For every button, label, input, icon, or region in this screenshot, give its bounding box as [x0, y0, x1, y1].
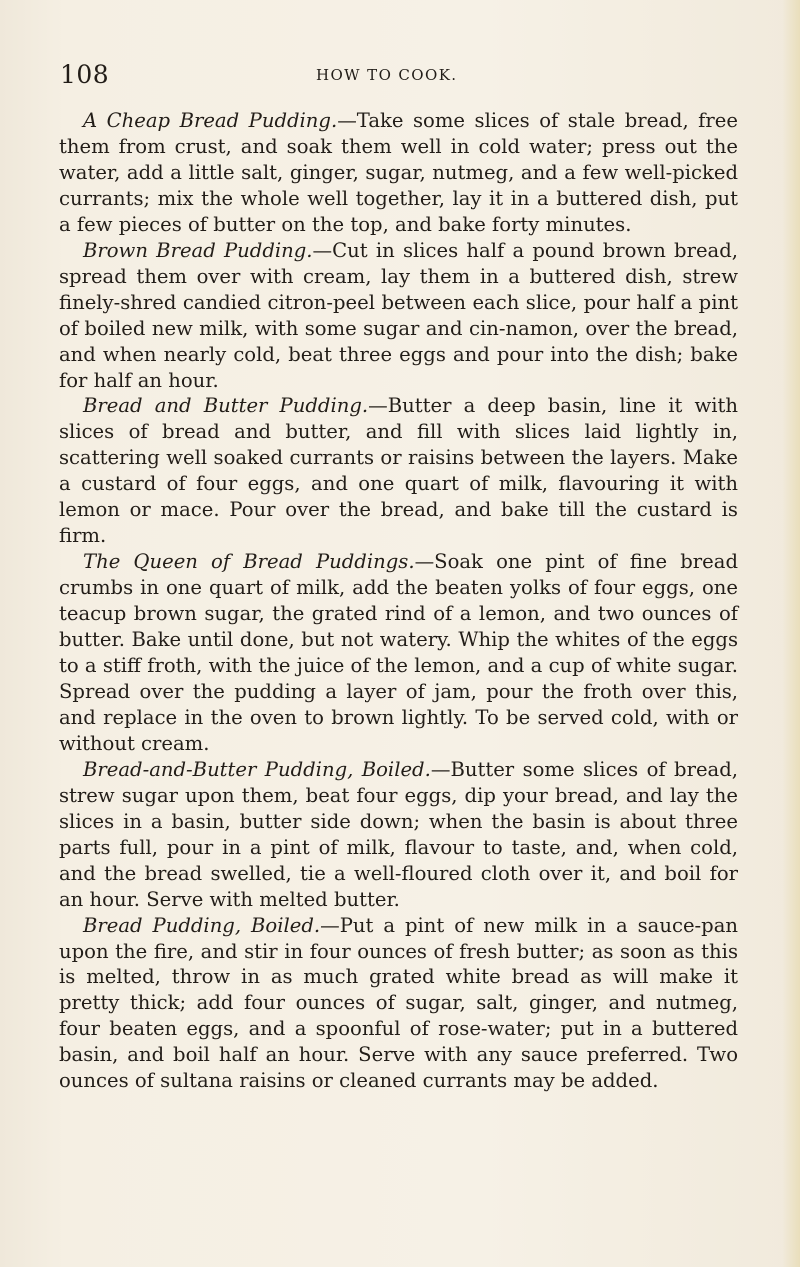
recipe-title: Bread-and-Butter Pudding, Boiled. [83, 757, 431, 781]
recipe-paragraph [59, 238, 738, 394]
recipe-title: Bread and Butter Pudding. [83, 394, 369, 418]
running-head: HOW TO COOK. [316, 66, 458, 84]
recipe-title: The Queen of Bread Puddings. [83, 550, 415, 574]
recipe-title: A Cheap Bread Pudding. [83, 109, 338, 132]
recipe-title: Bread Pudding, Boiled. [83, 913, 321, 937]
recipe-paragraph [59, 913, 738, 1095]
page-edge-shading [782, 0, 800, 1267]
recipe-text: —Put a pint of new milk in a sauce-pan upon the fire, and stir in four ounces of fresh butter; as soon as this is melted, throw in as much grated white bread as will make it pretty thick; add four ounces of sugar, salt, ginger, and nutmeg, four beaten eggs, and a spoonful of rose-water; put in a buttered basin, and boil half an hour. Serve with any sauce preferred. Two ounces of sultana raisins or cleaned currants may be added. [59, 913, 738, 1093]
recipe-paragraph [59, 757, 738, 913]
recipe-text: —Cut in slices half a pound brown bread, spread them over with cream, lay them in a buttered dish, strew finely-shred candied citron-peel between each slice, pour half a pint of boiled new milk, with some sugar and cin-namon, over the bread, and when nearly cold, beat three eggs and pour into the dish; bake for half an hour. [59, 238, 738, 392]
recipe-text: —Butter a deep basin, line it with slices of bread and butter, and fill with slices laid lightly in, scattering well soaked currants or raisins between the layers. Make a custard of four eggs, and one quart of milk, flavouring it with lemon or mace. Pour over the bread, and bake till the custard is firm. [59, 394, 738, 548]
page-body [59, 108, 738, 1094]
recipe-text: —Soak one pint of fine bread crumbs in one quart of milk, add the beaten yolks of four eggs, one teacup brown sugar, the grated rind of a lemon, and two ounces of butter. Bake until done, but not watery. Whip the whites of the eggs to a stiff froth, with the juice of the lemon, and a cup of white sugar. Spread over the pudding a layer of jam, pour the froth over this, and replace in the oven to brown lightly. To be served cold, with or without cream. [59, 550, 738, 755]
page-number: 108 [60, 60, 110, 89]
recipe-text: —Take some slices of stale bread, free them from crust, and soak them well in cold water; press out the water, add a little salt, ginger, sugar, nutmeg, and a few well-picked currants; mix the whole well together, lay it in a buttered dish, put a few pieces of butter on the top, and bake forty minutes. [59, 109, 738, 236]
recipe-text: —Butter some slices of bread, strew sugar upon them, beat four eggs, dip your bread, and lay the slices in a basin, butter side down; when the basin is about three parts full, pour in a pint of milk, flavour to taste, and, when cold, and the bread swelled, tie a well-floured cloth over it, and boil for an hour. Serve with melted butter. [59, 757, 739, 911]
recipe-paragraph [59, 393, 738, 549]
recipe-paragraph [59, 108, 738, 238]
recipe-paragraph [59, 549, 738, 757]
page-header [60, 60, 760, 96]
recipe-title: Brown Bread Pudding. [83, 238, 313, 262]
